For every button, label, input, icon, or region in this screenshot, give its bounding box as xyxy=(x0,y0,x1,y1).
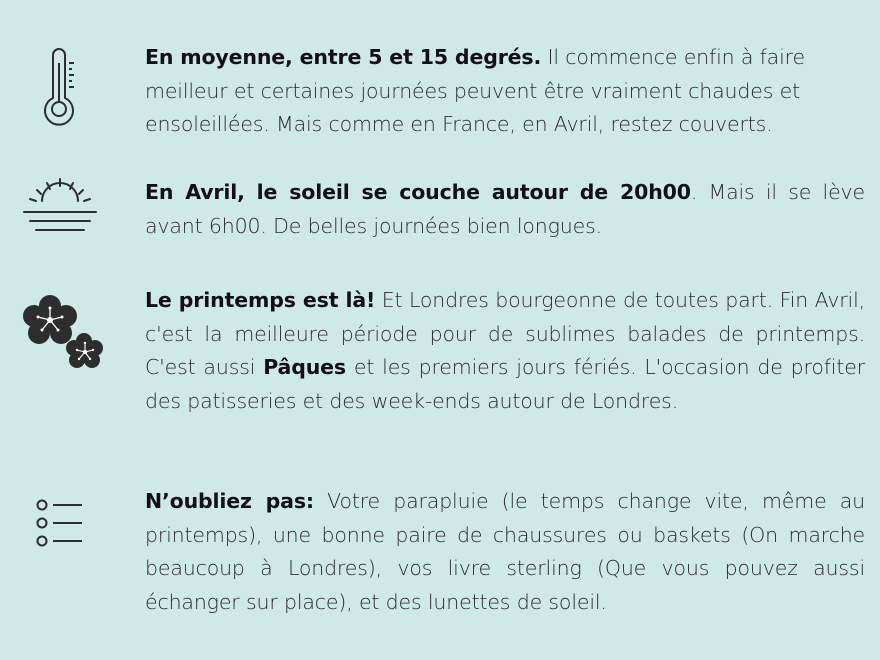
spring-headline: Le printemps est là! xyxy=(145,288,376,312)
reminder-headline: N’oubliez pas: xyxy=(145,489,314,513)
checklist-icon xyxy=(0,485,100,555)
reminder-text xyxy=(145,485,865,619)
spring-body-part2: et les premiers jours fériés. L'occasion de profiter des patisseries et des week-ends autour de Londres. xyxy=(145,355,865,413)
sunset-text xyxy=(145,176,865,243)
sunset-icon xyxy=(0,176,100,246)
sunset-body: . Mais il se lève avant 6h00. De belles journées bien longues. xyxy=(145,180,865,238)
sunset-headline: En Avril, le soleil se couche autour de 20h00 xyxy=(145,180,691,204)
blossom-icon xyxy=(0,284,110,384)
thermometer-icon xyxy=(0,41,100,141)
reminder-body: Votre parapluie (le temps change vite, même au printemps), une bonne paire de chaussures ou baskets (On marche beaucoup à Londres), vos livre sterling (Que vous pouvez aussi échanger sur place), et des lunettes de soleil. xyxy=(145,489,865,614)
spring-easter: Pâques xyxy=(263,355,346,379)
spring-body-part1: Et Londres bourgeonne de toutes part. Fin Avril, c'est la meilleure période pour de sublimes balades de printemps. C'est aussi xyxy=(145,288,866,379)
temperature-body: Il commence enfin à faire meilleur et certaines journées peuvent être vraiment chaudes et ensoleillées. Mais comme en France, en Avril, restez couverts. xyxy=(145,45,805,136)
spring-text xyxy=(145,284,865,418)
temperature-headline: En moyenne, entre 5 et 15 degrés. xyxy=(145,45,542,69)
temperature-text xyxy=(145,41,865,142)
